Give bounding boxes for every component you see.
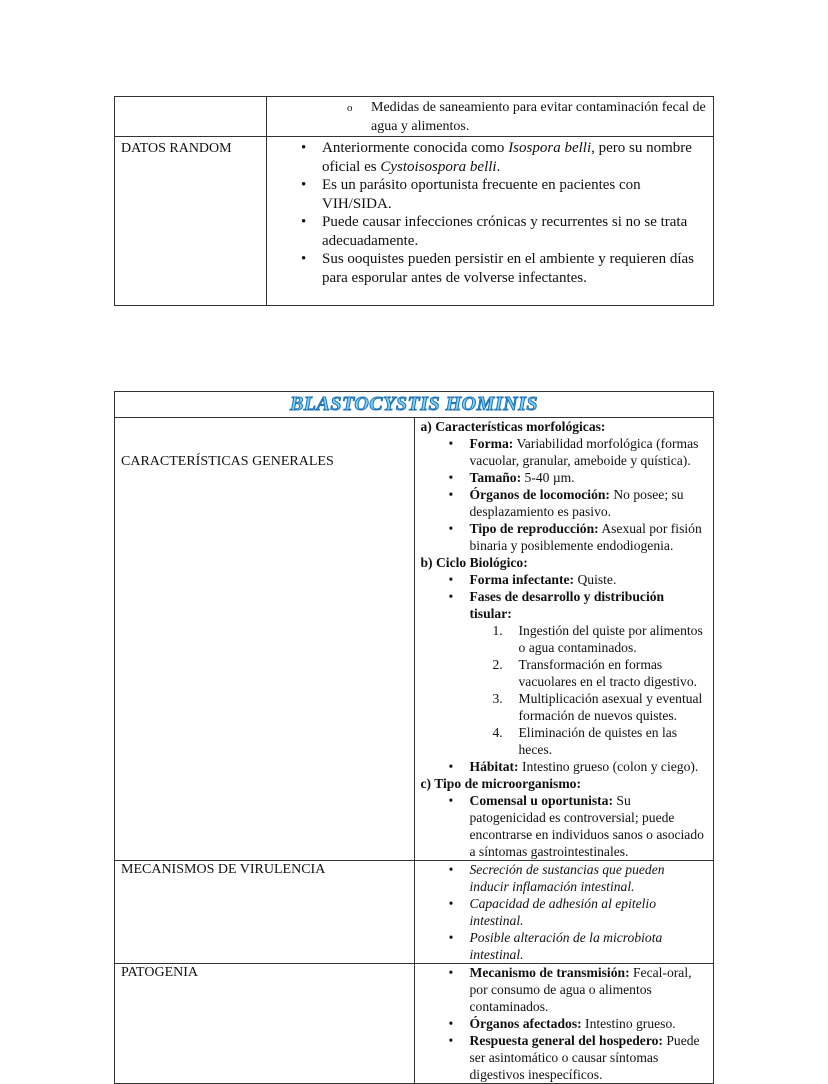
section-heading: b) Ciclo Biológico: (420, 555, 528, 570)
list-item (421, 435, 708, 469)
isospora-table-continuation (114, 96, 714, 306)
phase-number: 4. (492, 725, 503, 740)
text: Anteriormente conocida como (322, 140, 509, 156)
phase-text: Eliminación de quistes en las heces. (518, 725, 678, 757)
list-item (421, 1015, 708, 1032)
species-name: Cystoisospora belli (380, 158, 497, 175)
list-item (421, 964, 708, 1015)
item-value: Variabilidad morfológica (formas vacuolar, granular, ameboide y quística). (469, 436, 699, 468)
item-key: Respuesta general del hospedero: (469, 1033, 663, 1048)
row-label: MECANISMOS DE VIRULENCIA (115, 861, 415, 964)
phase-item (470, 622, 708, 656)
item-key: Órganos afectados: (469, 1016, 582, 1031)
row-label: CARACTERÍSTICAS GENERALES (115, 418, 415, 861)
item-value: Asexual por fisión binaria y posiblemente endodiogenia. (469, 521, 702, 553)
item-key: Hábitat: (469, 759, 519, 774)
item-key: Forma infectante: (469, 572, 575, 587)
text: . (496, 158, 501, 175)
list-item: • Es un parásito oportunista frecuente en pacientes con VIH/SIDA. (273, 176, 707, 213)
row-label: DATOS RANDOM (115, 137, 267, 306)
phase-number: 3. (492, 691, 503, 706)
table-row (115, 418, 714, 861)
section-heading: c) Tipo de microorganismo: (420, 776, 581, 791)
item-key: Mecanismo de transmisión: (469, 965, 630, 980)
item-key: Tipo de reproducción: (469, 521, 599, 536)
table-row (115, 97, 714, 137)
list-item: • Puede causar infecciones crónicas y recurrentes si no se trata adecuadamente. (273, 213, 707, 250)
item-key: Tamaño: (469, 470, 522, 485)
phase-item (470, 656, 708, 690)
list-item: • Sus ooquistes pueden persistir en el ambiente y requieren días para esporular antes de volverse infectantes. (273, 250, 707, 287)
list-item (421, 758, 708, 775)
list-item: • Secreción de sustancias que pueden inducir inflamación intestinal. (421, 861, 708, 895)
text: , pero su nombre oficial es (322, 140, 692, 175)
table-row (115, 964, 714, 1084)
table-row (115, 137, 714, 306)
blastocystis-table (114, 391, 714, 1084)
phase-item (470, 724, 708, 758)
species-name: Isospora belli (508, 140, 592, 156)
phase-number: 1. (492, 623, 503, 638)
phase-text: Transformación en formas vacuolares en el tracto digestivo. (518, 657, 698, 689)
phase-item (470, 690, 708, 724)
list-item (421, 520, 708, 554)
list-item (421, 469, 708, 486)
item-value: No posee; su desplazamiento es pasivo. (469, 487, 684, 519)
phase-number: 2. (492, 657, 503, 672)
list-item (421, 588, 708, 758)
item-key: Órganos de locomoción: (469, 487, 610, 502)
item-value: Fecal-oral, por consumo de agua o alimentos contaminados. (469, 965, 692, 1014)
table-title: BLASTOCYSTIS HOMINIS (115, 392, 714, 418)
item-value: Su patogenicidad es controversial; puede encontrarse en individuos sanos o asociado a síntomas gastrointestinales. (469, 793, 704, 859)
item-value: Puede ser asintomático o causar síntomas digestivos inespecíficos. (469, 1033, 700, 1082)
list-item: • Capacidad de adhesión al epitelio intestinal. (421, 895, 708, 929)
phase-text: Ingestión del quiste por alimentos o agua contaminados. (518, 623, 703, 655)
row-label: PATOGENIA (115, 964, 415, 1084)
table-row (115, 861, 714, 964)
item-value: Intestino grueso. (581, 1016, 676, 1031)
section-heading: a) Características morfológicas: (420, 419, 606, 434)
list-item (273, 139, 707, 176)
list-item (421, 486, 708, 520)
item-value: Quiste. (574, 572, 617, 587)
item-value: Intestino grueso (colon y ciego). (518, 759, 699, 774)
list-item (421, 792, 708, 860)
row-label (115, 97, 267, 137)
phase-text: Multiplicación asexual y eventual formación de nuevos quistes. (518, 691, 703, 723)
item-key: Forma: (469, 436, 514, 451)
list-item (421, 571, 708, 588)
list-item (421, 1032, 708, 1083)
item-key: Fases de desarrollo y distribución tisular: (469, 589, 665, 621)
item-key: Comensal u oportunista: (469, 793, 614, 808)
item-value: 5-40 µm. (521, 470, 575, 485)
list-item: o Medidas de saneamiento para evitar contaminación fecal de agua y alimentos. (273, 99, 707, 136)
list-item: • Posible alteración de la microbiota intestinal. (421, 929, 708, 963)
